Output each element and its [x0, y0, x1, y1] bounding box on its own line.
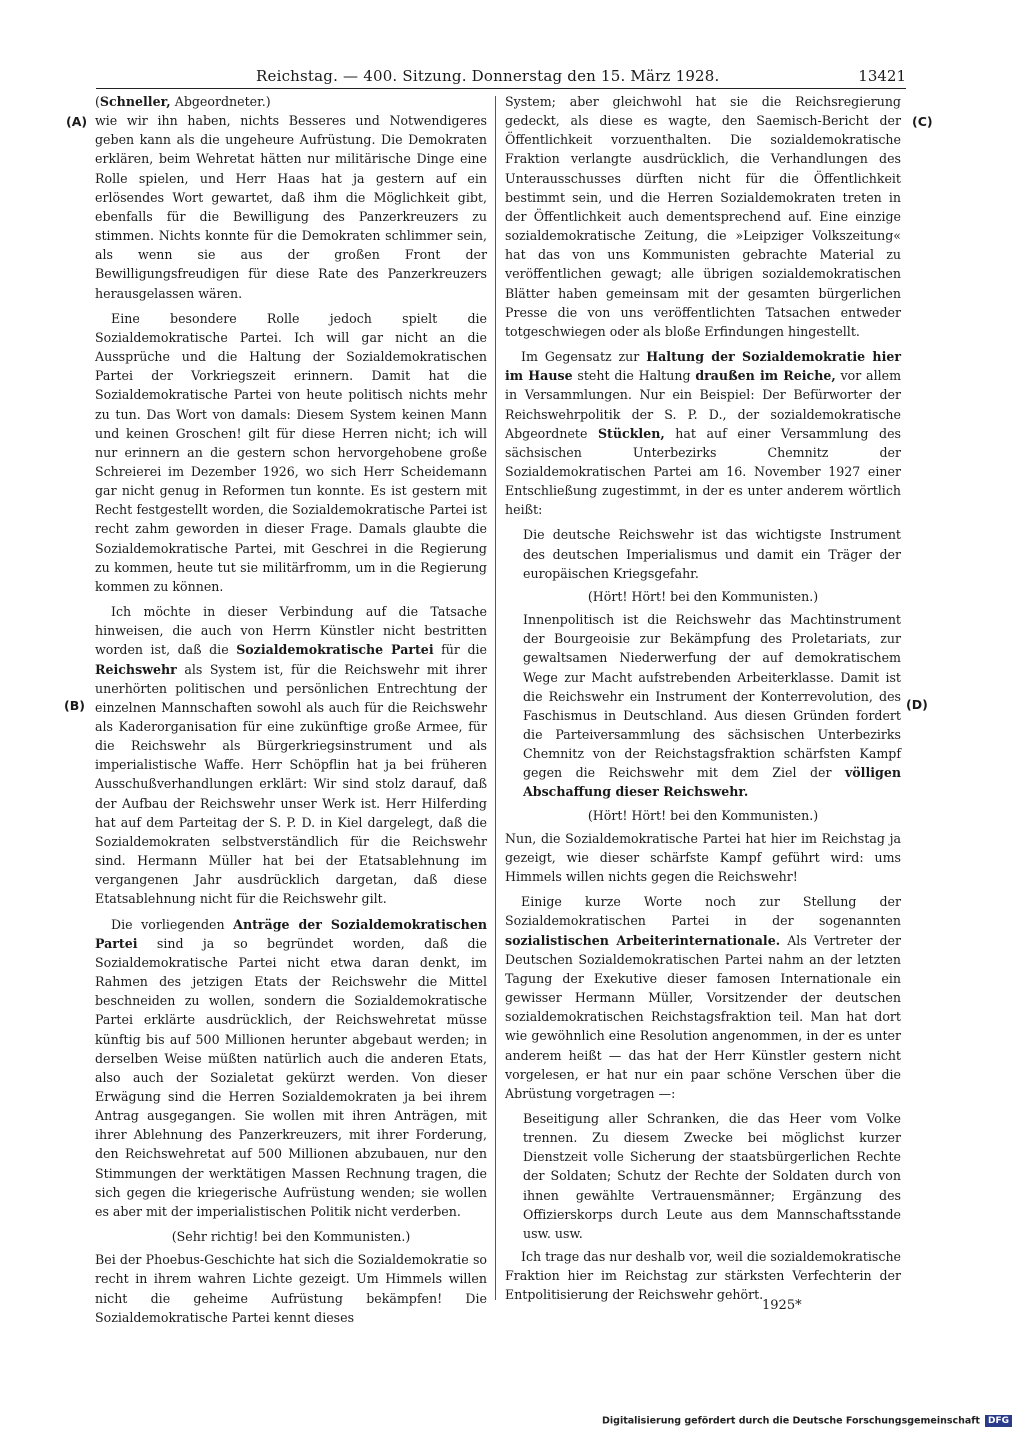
margin-marker-c: (C) — [912, 114, 933, 129]
emphasis: völligen Abschaffung dieser Reichswehr. — [523, 765, 901, 800]
speaker-line: (Schneller, Abgeordneter.) — [95, 94, 271, 109]
margin-marker-b: (B) — [64, 698, 85, 713]
emphasis: sozialistischen Arbeiterinternationale. — [505, 932, 781, 948]
text-run: sind ja so begründet worden, daß die Sozialdemokratische Partei nicht etwa daran denkt, im Rahmen des jetzigen Etats der Reichswehr die Mittel beschneiden zu wollen, sondern die Sozialdemokratische Partei erklärte ausdrücklich, der Reichswehretat müsse künftig bis auf 500 Millionen herunter abgebaut werden; in derselben Weise müßten natürlich auch die anderen Etats, also auch der Sozialetat gekürzt werden. Von dieser Erwägung sind die Herren Sozialdemokraten ja bei ihrem Antrag ausgegangen. Sie wollen mit ihren Anträgen, mit ihrer Ablehnung des Panzerkreuzers, mit ihrer Forderung, den Reichswehretat auf 500 Millionen abzubauen, nur den Stimmungen der werktätigen Massen Rechnung tragen, die sich gegen die kriegerische Aufrüstung wenden; sie wollen es aber mit der imperialistischen Politik nicht verderben. — [95, 935, 487, 1219]
paragraph — [95, 915, 487, 1222]
text-run: Einige kurze Worte noch zur Stellung der Sozialdemokratischen Partei in der sogenannten — [505, 894, 901, 929]
speaker-name: Schneller, — [99, 94, 171, 109]
paragraph: Bei der Phoebus-Geschichte hat sich die Sozialdemokratie so recht in ihrem wahren Lichte gezeigt. Um Himmels willen nicht die geheime Aufrüstung bekämpfen! Die Sozialdemokratische Partei kennt dieses — [95, 1252, 487, 1325]
running-head: Reichstag. — 400. Sitzung. Donnerstag den 15. März 1928. — [256, 67, 720, 85]
paragraph — [95, 602, 487, 909]
emphasis: Anträge der Sozialdemokratischen Partei — [95, 916, 487, 951]
speaker-role: Abgeordneter.) — [174, 94, 271, 109]
footer-credit — [602, 1415, 1012, 1427]
interjection: (Hört! Hört! bei den Kommunisten.) — [587, 588, 819, 604]
interjection: (Hört! Hört! bei den Kommunisten.) — [587, 807, 819, 823]
text-run: Innenpolitisch ist die Reichswehr das Machtinstrument der Bourgeoisie zur Bekämpfung des Proletariats, zur gewaltsamen Niederwerfung der auf demokratischem Wege zur Macht aufstrebenden Arbeiterklasse. Damit ist die Reichswehr ein Instrument der Konterrevolution, des Faschismus in Deutschland. Aus diesen Gründen fordert die Parteiversammlung des sächsischen Unterbezirks Chemnitz von der Reichstagsfraktion schärfsten Kampf gegen die Reichswehr mit dem Ziel der — [523, 612, 901, 781]
text-run: hat auf einer Versammlung des sächsischen Unterbezirks Chemnitz der Sozialdemokratischen Partei am 16. November 1927 einer Entschließung zugestimmt, in der es unter anderem wörtlich heißt: — [505, 425, 901, 518]
paragraph: Nun, die Sozialdemokratische Partei hat hier im Reichstag ja gezeigt, wie dieser schärfste Kampf geführt wird: ums Himmels willen nichts gegen die Reichswehr! — [505, 830, 901, 885]
emphasis: Reichswehr — [95, 661, 177, 677]
margin-marker-a: (A) — [66, 114, 88, 129]
quotation: Beseitigung aller Schranken, die das Heer vom Volke trennen. Zu diesem Zwecke bei möglichst kurzer Dienstzeit volle Sicherung der staatsbürgerlichen Rechte der Soldaten; Schutz der Rechte der Soldaten durch von ihnen gewählte Vertrauensmänner; Ergänzung des Offizierskorps durch Leute aus dem Mannschaftsstande usw. usw. — [523, 1110, 901, 1241]
page-number: 13421 — [858, 67, 906, 85]
interjection: (Sehr richtig! bei den Kommunisten.) — [171, 1229, 411, 1245]
text-run: vor allem in Versammlungen. Nur ein Beispiel: Der Befürworter der Reichswehrpolitik der S. P. D., der sozialdemokratische Abgeordnete — [505, 368, 902, 441]
right-column — [505, 92, 901, 1311]
text-run: Als Vertreter der Deutschen Sozialdemokratischen Partei nahm an der letzten Tagung der Exekutive dieser famosen Internationale ein gewisser Hermann Müller, Vorsitzender der deutschen sozialdemokratischen Reichstagsfraktion teil. Man hat dort wie gewöhnlich eine Resolution angenommen, in der es unter anderem heißt — das hat der Herr Künstler gestern nicht vorgelesen, er hat nur ein paar schöne Verschen über die Abrüstung vorgetragen —: — [505, 932, 901, 1101]
left-column — [95, 92, 487, 1333]
margin-marker-d: (D) — [906, 697, 928, 712]
emphasis: Sozialdemokratische Partei — [236, 642, 434, 658]
paragraph: wie wir ihn haben, nichts Besseres und Notwendigeres geben kann als die ungeheure Aufrüstung. Die Demokraten erklären, beim Wehretat hätten nur militärische Dinge eine Rolle spielen, und Herr Haas hat ja gestern auf ein erlösendes Wort gewartet, daß ihm die Möglichkeit gibt, ebenfalls für die Bewilligung des Panzerkreuzers zu stimmen. Nichts konnte für die Demokraten schlimmer sein, als wenn sie aus der großen Front der Bewilligungsfreudigen für diese Rate des Panzerkreuzers herausgelassen wären. — [95, 113, 487, 301]
text-run: steht die Haltung — [572, 368, 696, 384]
paragraph — [505, 347, 901, 519]
page-header — [96, 66, 906, 89]
emphasis: Stücklen, — [597, 425, 665, 441]
text-run: Ich möchte in dieser Verbindung auf die Tatsache hinweisen, die auch von Herrn Künstler nicht bestritten worden ist, daß die — [95, 604, 487, 658]
signature-mark: 1925* — [762, 1298, 802, 1313]
paragraph: System; aber gleichwohl hat sie die Reichsregierung gedeckt, als diese es wagte, den Saemisch-Bericht der Öffentlichkeit vorzuenthalten. Die sozialdemokratische Fraktion verlangte ausdrücklich, die Verhandlungen des Unterausschusses dürften nicht für die Öffentlichkeit bestimmt sein, und die Herren Sozialdemokraten treten in der Öffentlichkeit auch dementsprechend auf. Eine einzige sozialdemokratische Zeitung, die »Leipziger Volkszeitung« hat das von uns Kommunisten gebrachte Material zu veröffentlichen gewagt; alle übrigen sozialdemokratischen Blätter haben gemeinsam mit der gesamten bürgerlichen Presse die von uns veröffentlichten Tatsachen entweder totgeschwiegen oder als bloße Erfindungen hingestellt. — [505, 94, 901, 339]
text-run: als System ist, für die Reichswehr mit ihrer unerhörten politischen und persönlichen Entrechtung der einzelnen Mannschaften sowohl als auch für die Reichswehr als Kaderorganisation für eine zukünftige große Armee, für die Reichswehr als Bürgerkriegsinstrument und als imperialistische Waffe. Herr Schöpflin hat ja bei früheren Ausschußverhandlungen erklärt: Wir sind stolz darauf, daß der Aufbau der Reichswehr unser Werk ist. Herr Hilferding hat auf dem Parteitag der S. P. D. in Kiel dargelegt, daß die Sozialdemokraten selbstverständlich für die Reichswehr sind. Hermann Müller hat bei der Etatsablehnung im vergangenen Jahr ausdrücklich dargetan, daß diese Etatsablehnung nicht für die Reichswehr gilt. — [95, 661, 487, 907]
text-run: für die — [433, 642, 487, 658]
dfg-logo: DFG — [985, 1415, 1012, 1427]
column-divider — [495, 96, 496, 1300]
paragraph: Ich trage das nur deshalb vor, weil die sozialdemokratische Fraktion hier im Reichstag zur stärksten Verfechterin der Entpolitisierung der Reichswehr gehört. — [505, 1249, 902, 1303]
paragraph — [505, 892, 901, 1103]
paragraph: Eine besondere Rolle jedoch spielt die Sozialdemokratische Partei. Ich will gar nicht an die Aussprüche und die Haltung der Sozialdemokratischen Partei der Vorkriegszeit erinnern. Damit hat die Sozialdemokratische Partei von heute politisch nichts mehr zu tun. Das Wort von damals: Diesem System keinen Mann und keinen Groschen! gilt für diese Herren nicht; ich will nur erinnern an die gestern schon hervorgehobene große Schreierei im Dezember 1926, wo sich Herr Scheidemann gar nicht genug in Reformen tun konnte. Es ist gestern mit Recht festgestellt worden, die Sozialdemokratische Partei ist recht zahm geworden in dieser Frage. Damals glaubte die Sozialdemokratische Partei, mit Geschrei in die Regierung zu kommen, heute tut sie militärfromm, um in die Regierung kommen zu können. — [95, 310, 487, 594]
credit-text: Digitalisierung gefördert durch die Deutsche Forschungsgemeinschaft — [602, 1415, 980, 1427]
text-run: Die vorliegenden — [111, 916, 234, 932]
emphasis: Haltung der Sozialdemokratie hier im Hause — [505, 349, 901, 384]
quotation — [523, 610, 901, 802]
emphasis: draußen im Reiche, — [695, 368, 836, 384]
text-run: Im Gegensatz zur — [521, 349, 647, 365]
quotation: Die deutsche Reichswehr ist das wichtigste Instrument des deutschen Imperialismus und damit ein Träger der europäischen Kriegsgefahr. — [523, 527, 901, 581]
